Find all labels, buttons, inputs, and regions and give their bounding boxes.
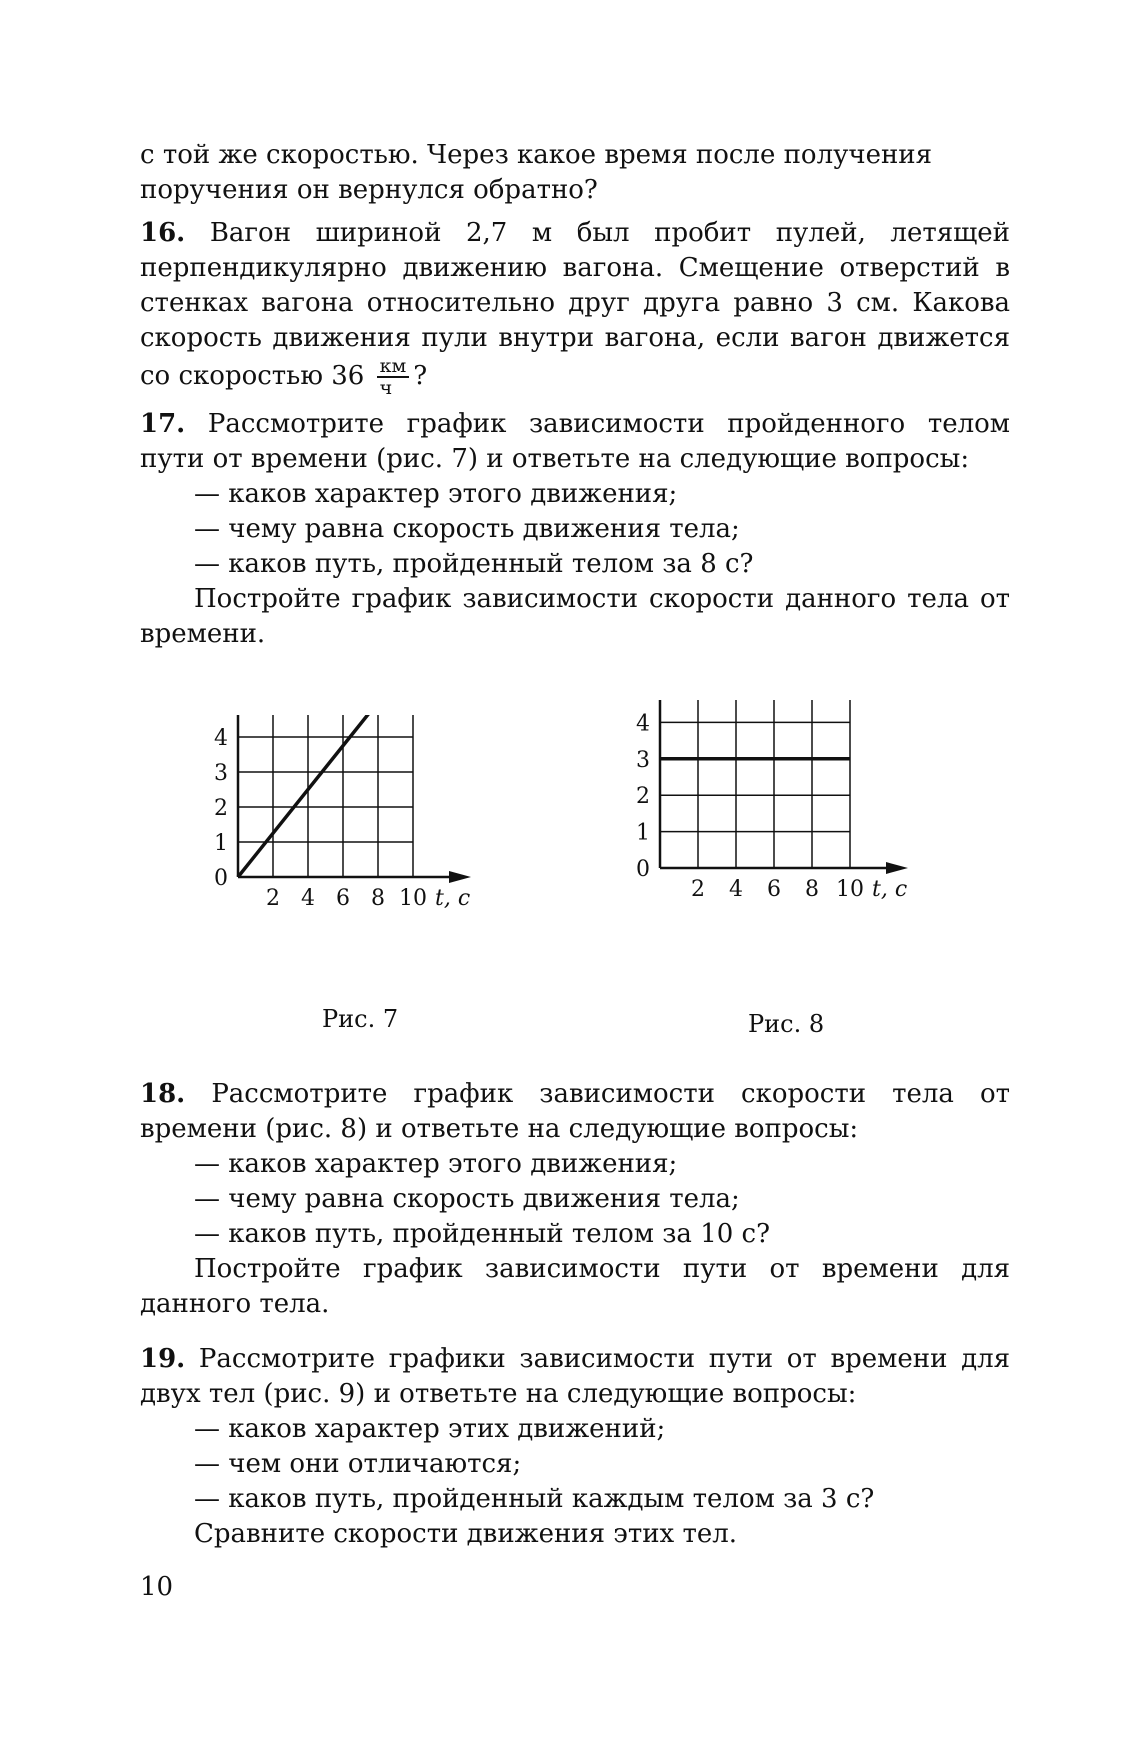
intro-line: с той же скоростью. Через какое время после получения (140, 140, 933, 170)
question-item: — чему равна скорость движения тела; (194, 1184, 740, 1214)
figure-8-caption: Рис. 8 (748, 1010, 825, 1038)
unit-fraction (377, 356, 410, 398)
question-item: — чему равна скорость движения тела; (194, 514, 740, 544)
x-tick-label: 2 (691, 877, 705, 902)
y-tick-label: 4 (214, 726, 228, 751)
x-tick-label: 8 (371, 886, 385, 911)
problem-text: Рассмотрите график зависимости пройденного телом пути от времени (рис. 7) и ответьте на следующие вопросы: (140, 409, 1011, 474)
y-tick-label: 1 (214, 831, 228, 856)
y-tick-label: 0 (214, 866, 228, 891)
x-tick-label: 4 (301, 886, 315, 911)
question-item: — каков путь, пройденный каждым телом за 3 с? (194, 1484, 875, 1514)
y-tick-label: 0 (636, 857, 650, 882)
page-number: 10 (140, 1572, 174, 1602)
task-text: Постройте график зависимости скорости данного тела от времени. (140, 584, 1010, 649)
y-tick-label (214, 715, 228, 716)
task-text: Постройте график зависимости пути от времени для данного тела. (140, 1254, 1010, 1319)
problem-number: 18. (140, 1079, 186, 1109)
unit-denominator: ч (379, 377, 393, 399)
problem-number: 17. (140, 409, 186, 439)
problem-text: Рассмотрите график зависимости скорости тела от времени (рис. 8) и ответьте на следующие вопросы: (140, 1079, 1011, 1144)
problem-number: 16. (140, 218, 186, 248)
x-tick-label: 10 (836, 877, 864, 902)
problem-16 (140, 216, 1010, 398)
task-text: Сравните скорости движения этих тел. (194, 1519, 738, 1549)
question-item: — каков характер этих движений; (194, 1414, 666, 1444)
x-tick-label: 6 (336, 886, 350, 911)
figure-7-caption: Рис. 7 (322, 1005, 399, 1033)
question-item: — каков характер этого движения; (194, 1149, 678, 1179)
y-tick-label: 2 (214, 796, 228, 821)
unit-numerator: км (377, 356, 410, 378)
x-tick-label: 2 (266, 886, 280, 911)
y-tick-label: 4 (636, 711, 650, 737)
y-tick-label: 1 (636, 820, 650, 846)
y-tick-label: 3 (636, 747, 650, 773)
intro-line: поручения он вернулся обратно? (140, 175, 598, 205)
x-tick-label: 4 (729, 877, 743, 902)
question-mark: ? (413, 361, 428, 391)
y-tick-label: 3 (214, 761, 228, 786)
x-axis-label: t, с (435, 886, 471, 911)
x-tick-label: 10 (399, 886, 427, 911)
question-item: — каков характер этого движения; (194, 479, 678, 509)
question-item: — каков путь, пройденный телом за 8 с? (194, 549, 754, 579)
x-tick-label: 8 (805, 877, 819, 902)
question-item: — чем они отличаются; (194, 1449, 522, 1479)
x-tick-label: 6 (767, 877, 781, 902)
x-axis-arrow (886, 862, 908, 874)
problem-19 (140, 1342, 1010, 1552)
problem-17 (140, 407, 1010, 652)
x-axis-arrow (449, 871, 471, 883)
figure-8-chart (620, 700, 980, 1000)
problem-18 (140, 1077, 1010, 1322)
problem-number: 19. (140, 1344, 186, 1374)
figure-7-chart (180, 715, 540, 1015)
y-tick-label: 2 (636, 784, 650, 810)
intro-paragraph (140, 138, 1010, 208)
question-item: — каков путь, пройденный телом за 10 с? (194, 1219, 771, 1249)
problem-text: Рассмотрите графики зависимости пути от времени для двух тел (рис. 9) и ответьте на следующие вопросы: (140, 1344, 1010, 1409)
problem-text: Вагон шириной 2,7 м был пробит пулей, летящей перпендикулярно движению вагона. Смещение отверстий в стенках вагона относительно друг друга равно 3 см. Какова скорость движения пули внутри вагона, если вагон движется со скоростью 36 (140, 218, 1011, 391)
x-axis-label: t, с (872, 877, 908, 902)
